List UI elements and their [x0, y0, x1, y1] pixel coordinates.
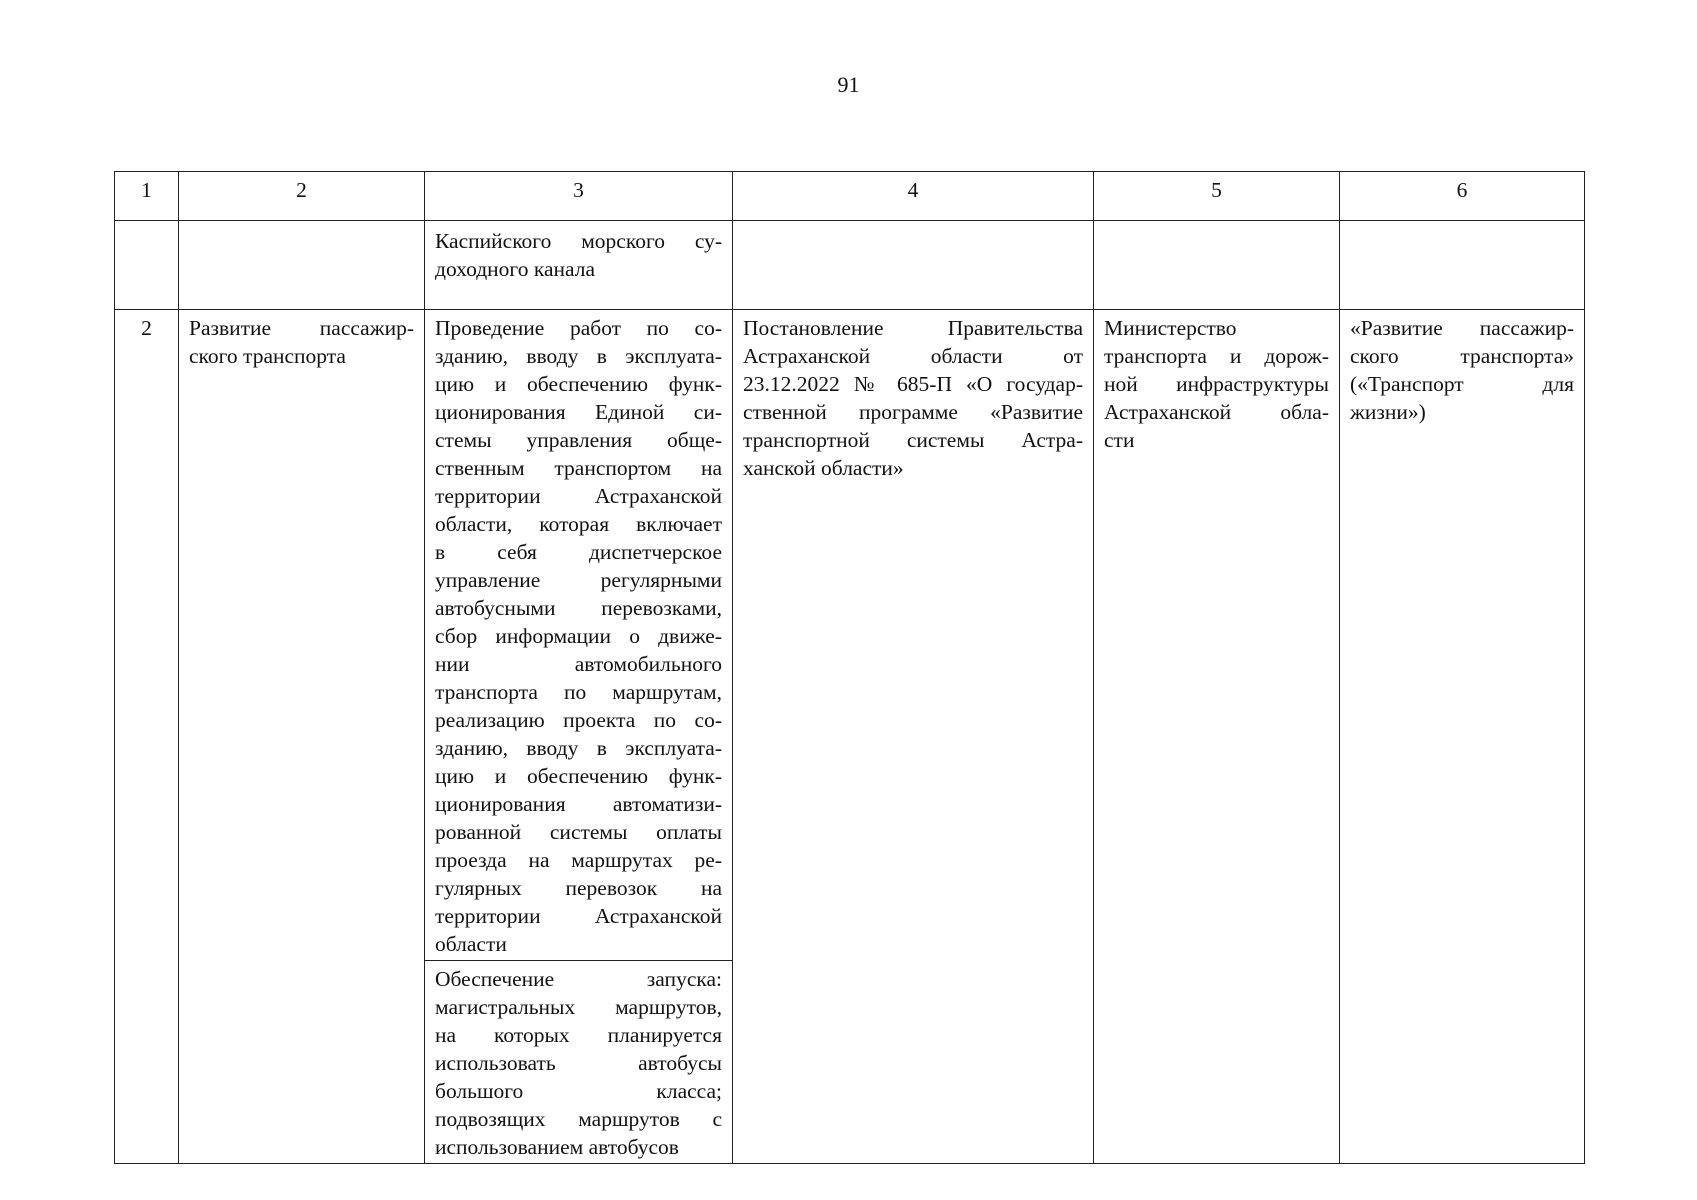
text-line: Проведение работ по со-: [435, 316, 722, 340]
text-line: проезда на маршрутах ре-: [435, 848, 722, 872]
text-line: области, которая включает: [435, 512, 722, 536]
text-line: ского транспорта»: [1350, 344, 1574, 368]
text-line: использованием автобусов: [435, 1135, 679, 1159]
text-line: сти: [1104, 428, 1135, 452]
header-cell-2: 2: [179, 172, 425, 221]
text-line: ционирования автоматизи-: [435, 792, 722, 816]
cont-cell-3: [425, 221, 733, 310]
text-line: нии автомобильного: [435, 652, 722, 676]
text-line: использовать автобусы: [435, 1051, 722, 1075]
cont-cell-5: [1094, 221, 1340, 310]
text-line: сбор информации о движе-: [435, 624, 722, 648]
text-line: транспорта и дорож-: [1104, 344, 1329, 368]
text-line: реализацию проекта по со-: [435, 708, 722, 732]
text-line: жизни»): [1350, 400, 1426, 424]
text-line: ского транспорта: [189, 344, 346, 368]
text-line: Министерство: [1104, 316, 1237, 340]
table-row-continuation: [115, 221, 1585, 310]
text-line: территории Астраханской: [435, 484, 722, 508]
header-cell-4: 4: [733, 172, 1094, 221]
text-line: ханской области»: [743, 456, 904, 480]
text-line: транспорта по маршрутам,: [435, 680, 722, 704]
row-name-cell: [179, 310, 425, 1164]
text-line: зданию, вводу в эксплуата-: [435, 344, 722, 368]
text-line: ственной программе «Развитие: [743, 400, 1083, 424]
text-line: («Транспорт для: [1350, 372, 1574, 396]
table-header-row: [115, 172, 1585, 221]
row-responsible-cell: [1094, 310, 1340, 1164]
text-line: подвозящих маршрутов с: [435, 1107, 722, 1131]
text-line: Астраханской обла-: [1104, 400, 1329, 424]
text-line: территории Астраханской: [435, 904, 722, 928]
text-line: Развитие пассажир-: [189, 316, 414, 340]
text-line: ной инфраструктуры: [1104, 372, 1329, 396]
text-line: «Развитие пассажир-: [1350, 316, 1574, 340]
text-line: Постановление Правительства: [743, 316, 1083, 340]
text-line: в себя диспетчерское: [435, 540, 722, 564]
row-project-cell: [1340, 310, 1585, 1164]
text-line: цию и обеспечению функ-: [435, 372, 722, 396]
text-line: на которых планируется: [435, 1023, 722, 1047]
cont-cell-4: [733, 221, 1094, 310]
header-cell-5: 5: [1094, 172, 1340, 221]
text-line: Обеспечение запуска:: [435, 967, 722, 991]
header-cell-1: 1: [115, 172, 179, 221]
text-line: ственным транспортом на: [435, 456, 722, 480]
text-line: автобусными перевозками,: [435, 596, 722, 620]
table-row-2: [115, 310, 1585, 1164]
text-line: ционирования Единой си-: [435, 400, 722, 424]
text-line: управление регулярными: [435, 568, 722, 592]
text-line: рованной системы оплаты: [435, 820, 722, 844]
row-document-cell: [733, 310, 1094, 1164]
text-line: зданию, вводу в эксплуата-: [435, 736, 722, 760]
cont-cell-1: [115, 221, 179, 310]
text-line: транспортной системы Астра-: [743, 428, 1083, 452]
text-line: магистральных маршрутов,: [435, 995, 722, 1019]
text-line: области: [435, 932, 507, 956]
measure-block-1: [425, 310, 732, 961]
text-line: Астраханской области от: [743, 344, 1083, 368]
measure-block-2: [425, 961, 732, 1163]
text-line: большого класса;: [435, 1079, 722, 1103]
row-number-cell: 2: [115, 310, 179, 1164]
program-table: [114, 171, 1585, 1164]
cont-cell-6: [1340, 221, 1585, 310]
text-line: цию и обеспечению функ-: [435, 764, 722, 788]
header-cell-6: 6: [1340, 172, 1585, 221]
page-number: 91: [837, 72, 860, 97]
row-measures-cell: [425, 310, 733, 1164]
text-line: доходного канала: [435, 257, 595, 281]
text-line: Каспийского морского су-: [435, 229, 722, 253]
text-line: гулярных перевозок на: [435, 876, 722, 900]
cont-cell-2: [179, 221, 425, 310]
text-line: 23.12.2022 № 685-П «О государ-: [743, 372, 1083, 396]
header-cell-3: 3: [425, 172, 733, 221]
text-line: стемы управления обще-: [435, 428, 722, 452]
